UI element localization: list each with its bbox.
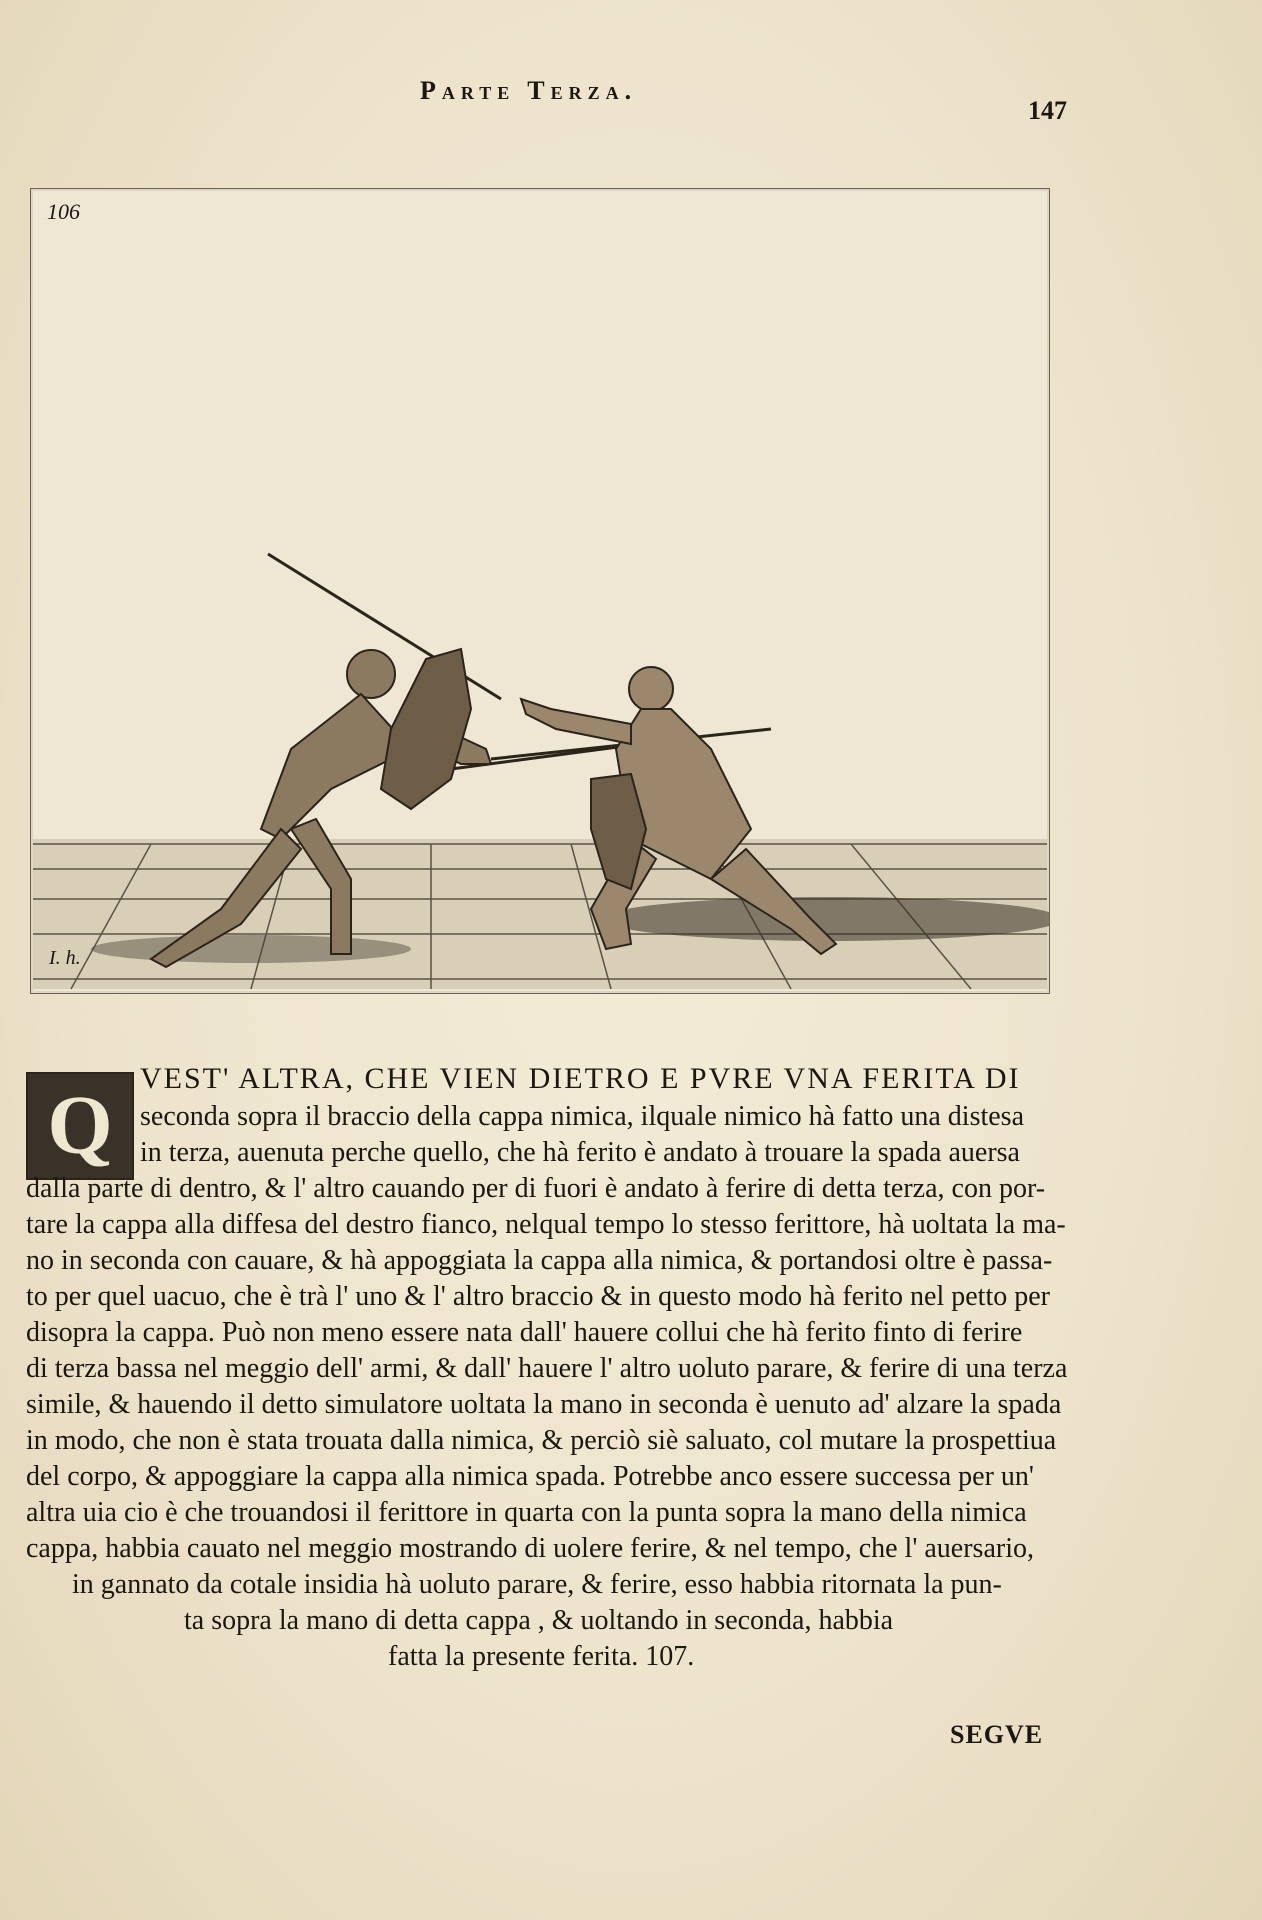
text-line: dalla parte di dentro, & l' altro cauando per di fuori è andato à ferire di detta terza, con por- [26,1173,1046,1204]
text-line: altra uia cio è che trouandosi il ferittore in quarta con la punta sopra la mano della nimica [26,1497,1027,1528]
text-line: in gannato da cotale insidia hà uoluto parare, & ferire, esso habbia ritornata la pun- [72,1569,1002,1600]
fencing-engraving [31,189,1049,993]
text-line: no in seconda con cauare, & hà appoggiata la cappa alla nimica, & portandosi oltre è passa- [26,1245,1053,1276]
decorated-initial [26,1072,134,1180]
text-line: to per quel uacuo, che è trà l' uno & l' altro braccio & in questo modo hà ferito nel petto per [26,1281,1050,1312]
text-line: VEST' ALTRA, CHE VIEN DIETRO E PVRE VNA FERITA DI [140,1062,1021,1095]
shadow-left [91,935,411,963]
text-line: fatta la presente ferita. 107. [388,1641,695,1672]
text-line: disopra la cappa. Può non meno essere nata dall' hauere collui che hà ferito finto di ferire [26,1317,1023,1348]
text-line: tare la cappa alla diffesa del destro fianco, nelqual tempo lo stesso ferittore, hà uoltata la ma- [26,1209,1066,1240]
text-line: in terza, auenuta perche quello, che hà ferito è andato à trouare la spada auersa [140,1137,1020,1168]
drop-cap-letter: Q [47,1079,113,1172]
text-line: in modo, che non è stata trouata dalla nimica, & perciò siè saluato, col mutare la prospettiua [26,1425,1057,1456]
text-line: seconda sopra il braccio della cappa nimica, ilquale nimico hà fatto una distesa [140,1101,1024,1132]
text-line: di terza bassa nel meggio dell' armi, & dall' hauere l' altro uoluto parare, & ferire di una terza [26,1353,1068,1384]
text-line: ta sopra la mano di detta cappa , & uoltando in seconda, habbia [184,1605,894,1636]
plate-number: 106 [47,199,80,224]
catchword: SEGVE [950,1720,1044,1749]
text-line: cappa, habbia cauato nel meggio mostrando di uolere ferire, & nel tempo, che l' auersario, [26,1533,1034,1564]
text-line: del corpo, & appoggiare la cappa alla nimica spada. Potrebbe anco essere successa per un' [26,1461,1034,1492]
running-head: Parte Terza. [420,76,638,105]
text-line: simile, & hauendo il detto simulatore uoltata la mano in seconda è uenuto ad' alzare la spada [26,1389,1062,1420]
page-number: 147 [1028,96,1067,125]
engraver-mark: I. h. [49,947,81,969]
engraving-plate [30,188,1050,994]
